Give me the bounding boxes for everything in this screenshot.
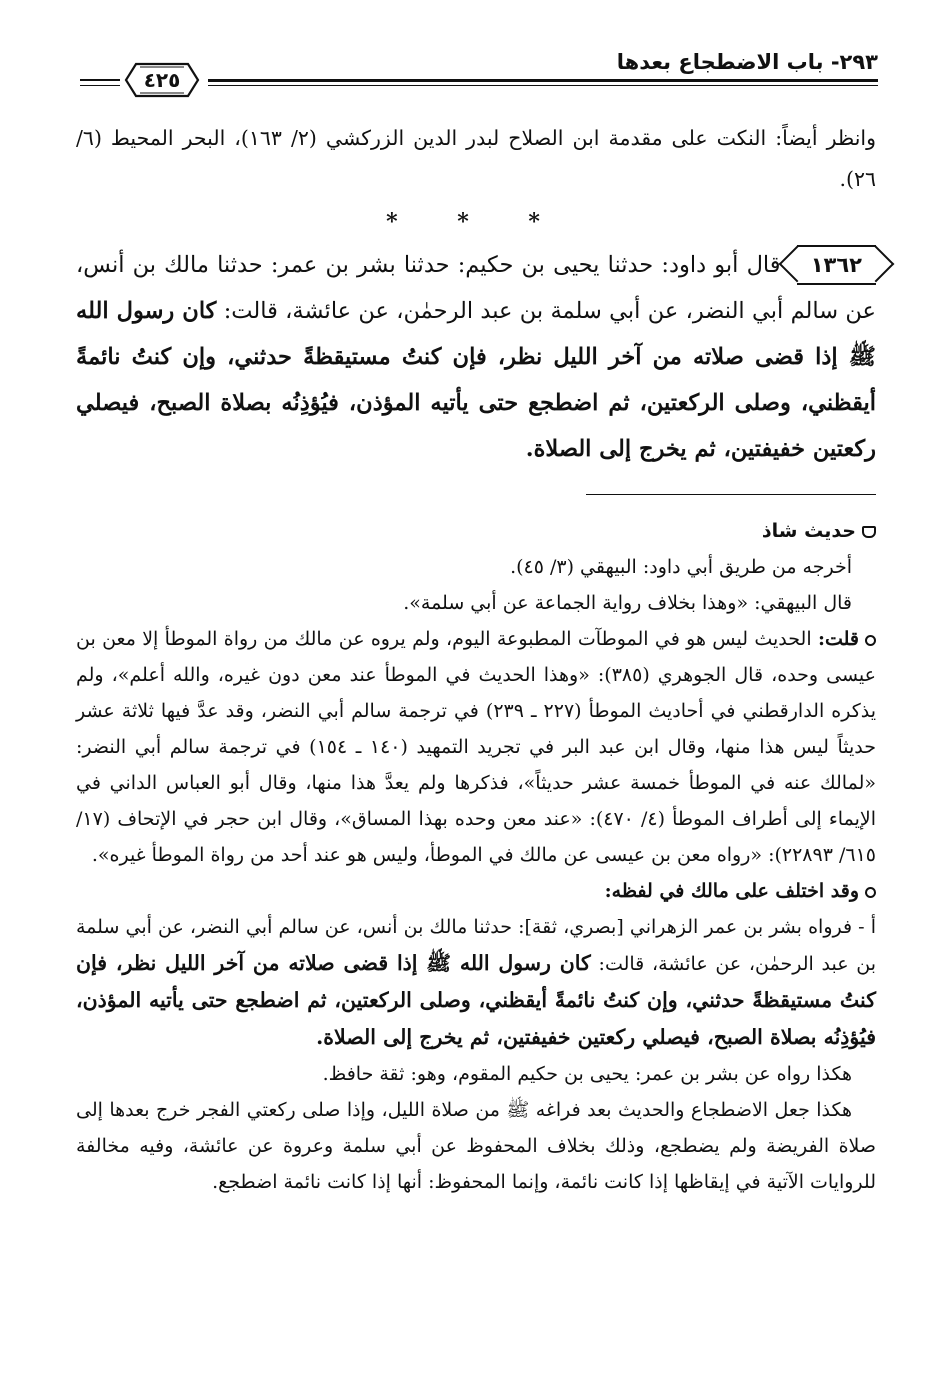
- page-number-frame: [124, 62, 200, 98]
- book-icon: [862, 526, 876, 538]
- bayhaqi-quote: قال البيهقي: «وهذا بخلاف رواية الجماعة عن أبي سلمة».: [403, 592, 852, 614]
- variant-a-isnad: أ - فرواه بشر بن عمر الزهراني [بصري، ثقة]: حدثنا مالك بن أنس، عن سالم أبي النضر، عن أبي سلمة بن عبد الرحمٰن، عن عائشة، قالت:: [76, 916, 876, 975]
- analysis-paragraph: [76, 621, 876, 873]
- grading-heading: [76, 513, 876, 549]
- hadith-paragraph: [76, 242, 876, 472]
- variant-a-paragraph: [76, 909, 876, 1056]
- takhrij-paragraph: أخرجه من طريق أبي داود: البيهقي (٣/ ٤٥).: [510, 556, 852, 578]
- variant-a-matn: كان رسول الله ﷺ إذا قضى صلاته من آخر الليل نظر، فإن كنتُ مستيقظةً حدثني، وإن كنتُ نائمةً أيقظني، وصلى الركعتين، ثم اضطجع حتى يأتيه المؤذن، فيُؤذِنُه بصلاة الصبح، فيصلي ركعتين خفيفتين، ثم يخرج إلى الصلاة.: [76, 951, 876, 1049]
- intro-paragraph: وانظر أيضاً: النكت على مقدمة ابن الصلاح لبدر الدين الزركشي (٢/ ١٦٣)، البحر المحيط (٦/ ٢٦).: [76, 126, 876, 191]
- main-text: [76, 118, 876, 1200]
- footnote-separator: [586, 494, 876, 495]
- narrator-note: هكذا رواه عن بشر بن عمر: يحيى بن حكيم المقوم، وهو: ثقة حافظ.: [322, 1063, 852, 1085]
- variant-heading: [76, 873, 876, 909]
- page-number-rule-thin: [80, 85, 120, 86]
- conclusion-paragraph: هكذا جعل الاضطجاع والحديث بعد فراغه ﷺ من صلاة الليل، وإذا صلى ركعتي الفجر خرج بعدها إلى صلاة الفريضة ولم يضطجع، وذلك بخلاف المحفوظ عن أبي سلمة وعروة عن عائشة، وفيه مخالفة للروايات الآتية في إيقاظها إذا كانت نائمة، وإنما المحفوظ: أنها إذا كانت نائمة اضطجع.: [76, 1099, 876, 1193]
- page-number: ٤٢٥: [143, 68, 181, 92]
- grading-heading-text: حديث شاذ: [761, 520, 856, 542]
- hadith-isnad: قال أبو داود: حدثنا يحيى بن حكيم: حدثنا بشر بن عمر: حدثنا مالك بن أنس، عن سالم أبي النضر، عن أبي سلمة بن عبد الرحمٰن، عن عائشة، قالت:: [76, 252, 876, 324]
- chapter-title: ٢٩٣- باب الاضطجاع بعدها: [616, 50, 878, 74]
- bullet-icon: [865, 635, 876, 646]
- header-rule-thick: [208, 79, 878, 82]
- header-rule-thin: [208, 85, 878, 86]
- hadith-matn: كان رسول الله ﷺ إذا قضى صلاته من آخر الليل نظر، فإن كنتُ مستيقظةً حدثني، وإن كنتُ نائمةً أيقظني، وصلى الركعتين، ثم اضطجع حتى يأتيه المؤذن، فيُؤذِنُه بصلاة الصبح، فيصلي ركعتين خفيفتين، ثم يخرج إلى الصلاة.: [76, 298, 876, 462]
- page-number-rule-thick: [80, 79, 120, 81]
- running-header: [80, 44, 878, 102]
- bullet-icon: [865, 887, 876, 898]
- analysis-text: الحديث ليس هو في الموطآت المطبوعة اليوم، ولم يروه عن مالك من رواة الموطأ إلا معن بن عيسى وحده، قال الجوهري (٣٨٥): «وهذا الحديث في الموطأ عند معن دون غيره، والله أعلم»، ولم يذكره الدارقطني في أحاديث الموطأ (٢٢٧ ـ ٢٣٩) في ترجمة سالم أبي النضر، وقد عدَّ فيها ثلاثة عشر حديثاً ليس هذا منها، وقال ابن عبد البر في تجريد التمهيد (١٤٠ ـ ١٥٤) في ترجمة سالم أبي النضر: «لمالك عنه في الموطأ خمسة عشر حديثاً»، فذكرها ولم يعدَّ هذا منها، وقال أبو العباس الداني في الإيماء إلى أطراف الموطأ (٤/ ٤٧٠): «عند معن وحده بهذا المساق»، وقال ابن حجر في الإتحاف (١٧/ ٦١٥/ ٢٢٨٩٣): «رواه معن بن عيسى عن مالك في الموطأ، وليس هو عند أحد من رواة الموطأ غيره».: [76, 628, 876, 866]
- hadith-number-badge: ١٣٦٢: [797, 245, 876, 285]
- variant-heading-text: وقد اختلف على مالك في لفظه:: [604, 880, 859, 902]
- analysis-label: قلت:: [817, 628, 859, 650]
- section-divider-stars: * * *: [386, 209, 566, 235]
